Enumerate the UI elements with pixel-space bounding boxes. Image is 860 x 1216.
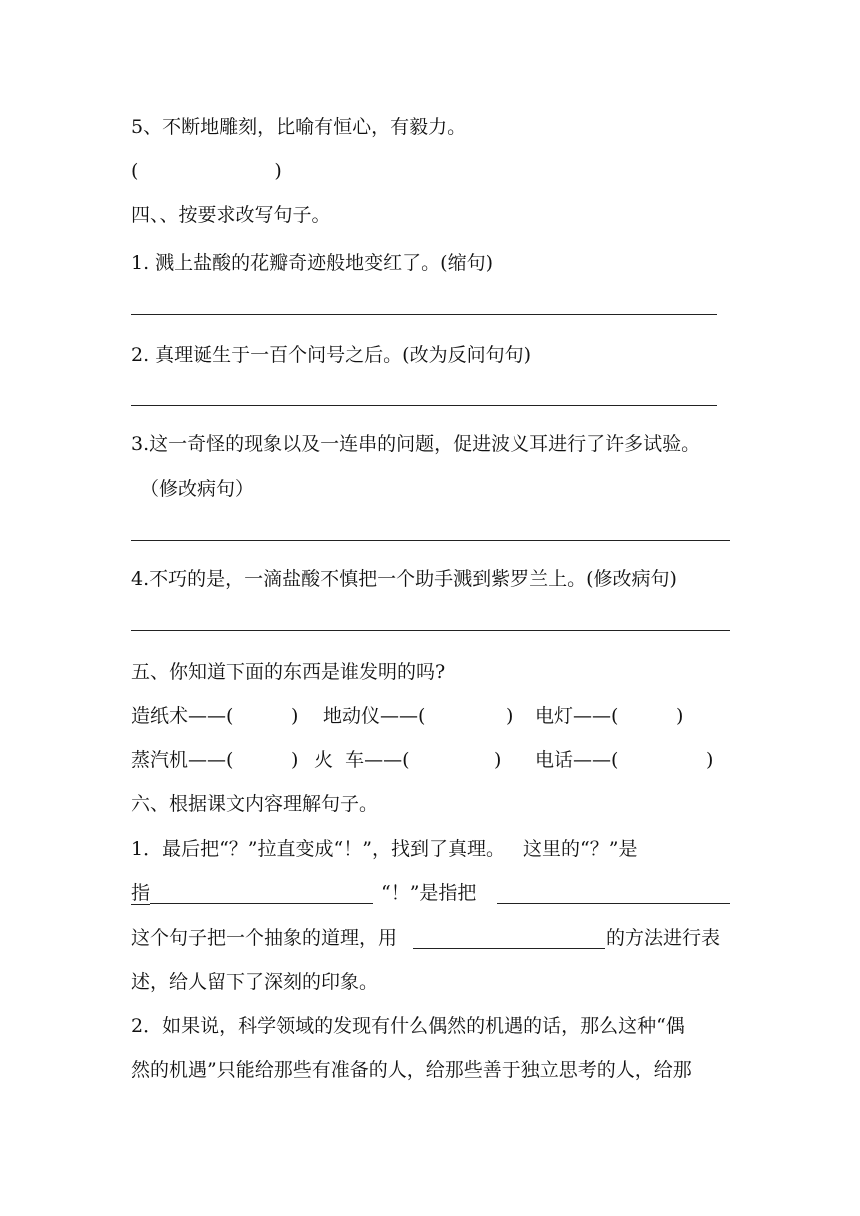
section-6-q1-line1: 1．最后把“？”拉直变成“！”，找到了真理。 这里的“？”是 (131, 838, 638, 860)
invention-electric-light-close: ) (676, 705, 684, 727)
invention-train-close: ) (494, 749, 502, 771)
invention-electric-light: 电灯——( (535, 705, 619, 727)
answer-parentheses (131, 158, 282, 184)
answer-line-2[interactable] (131, 405, 717, 406)
section-4-item-2: 2. 真理诞生于一百个问号之后。(改为反问句句) (131, 344, 531, 366)
invention-train: 火 车——( (314, 749, 410, 771)
answer-line-1[interactable] (131, 314, 717, 315)
fill-blank-question-mark[interactable] (150, 903, 373, 904)
invention-telephone-close: ) (706, 749, 714, 771)
invention-papermaking-close: ) (291, 705, 299, 727)
question-5-text: 5、不断地雕刻，比喻有恒心，有毅力。 (131, 116, 467, 138)
section-6-q1-line4: 述，给人留下了深刻的印象。 (131, 971, 379, 993)
fill-blank-exclamation[interactable] (497, 903, 730, 904)
section-6-q1-line3a: 这个句子把一个抽象的道理，用 (131, 927, 398, 949)
section-6-q1-mid: “！”是指把 (381, 882, 477, 904)
section-4-title: 四、、按要求改写句子。 (131, 204, 331, 226)
section-6-q1-line3b: 的方法进行表 (606, 927, 721, 949)
fill-blank-method[interactable] (413, 948, 605, 949)
section-4-item-3: 3.这一奇怪的现象以及一连串的问题，促进波义耳进行了许多试验。 (131, 433, 701, 455)
answer-line-3[interactable] (131, 540, 730, 541)
paren-open: ( (131, 160, 139, 182)
section-4-item-1: 1. 溅上盐酸的花瓣奇迹般地变红了。(缩句) (131, 252, 493, 274)
invention-telephone: 电话——( (535, 749, 619, 771)
invention-seismograph-close: ) (506, 705, 514, 727)
section-5-title: 五、你知道下面的东西是谁发明的吗? (131, 661, 446, 683)
section-6-q2-line1: 2．如果说，科学领域的发现有什么偶然的机遇的话，那么这种“偶 (131, 1015, 685, 1037)
section-6-q1-zhi (131, 880, 150, 906)
invention-seismograph: 地动仪——( (323, 705, 426, 727)
invention-papermaking: 造纸术——( (131, 705, 234, 727)
section-6-q2-line2: 然的机遇”只能给那些有准备的人，给那些善于独立思考的人，给那 (131, 1059, 692, 1081)
section-4-item-4: 4.不巧的是，一滴盐酸不慎把一个助手溅到紫罗兰上。(修改病句) (131, 568, 677, 590)
section-6-title: 六、根据课文内容理解句子。 (131, 793, 379, 815)
section-4-item-3-note: （修改病句） (140, 478, 255, 500)
invention-steam-engine: 蒸汽机——( (131, 749, 234, 771)
paren-close: ) (274, 160, 282, 182)
invention-steam-engine-close: ) (291, 749, 299, 771)
zhi-underlined: 指 (131, 882, 151, 904)
answer-line-4[interactable] (131, 630, 730, 631)
